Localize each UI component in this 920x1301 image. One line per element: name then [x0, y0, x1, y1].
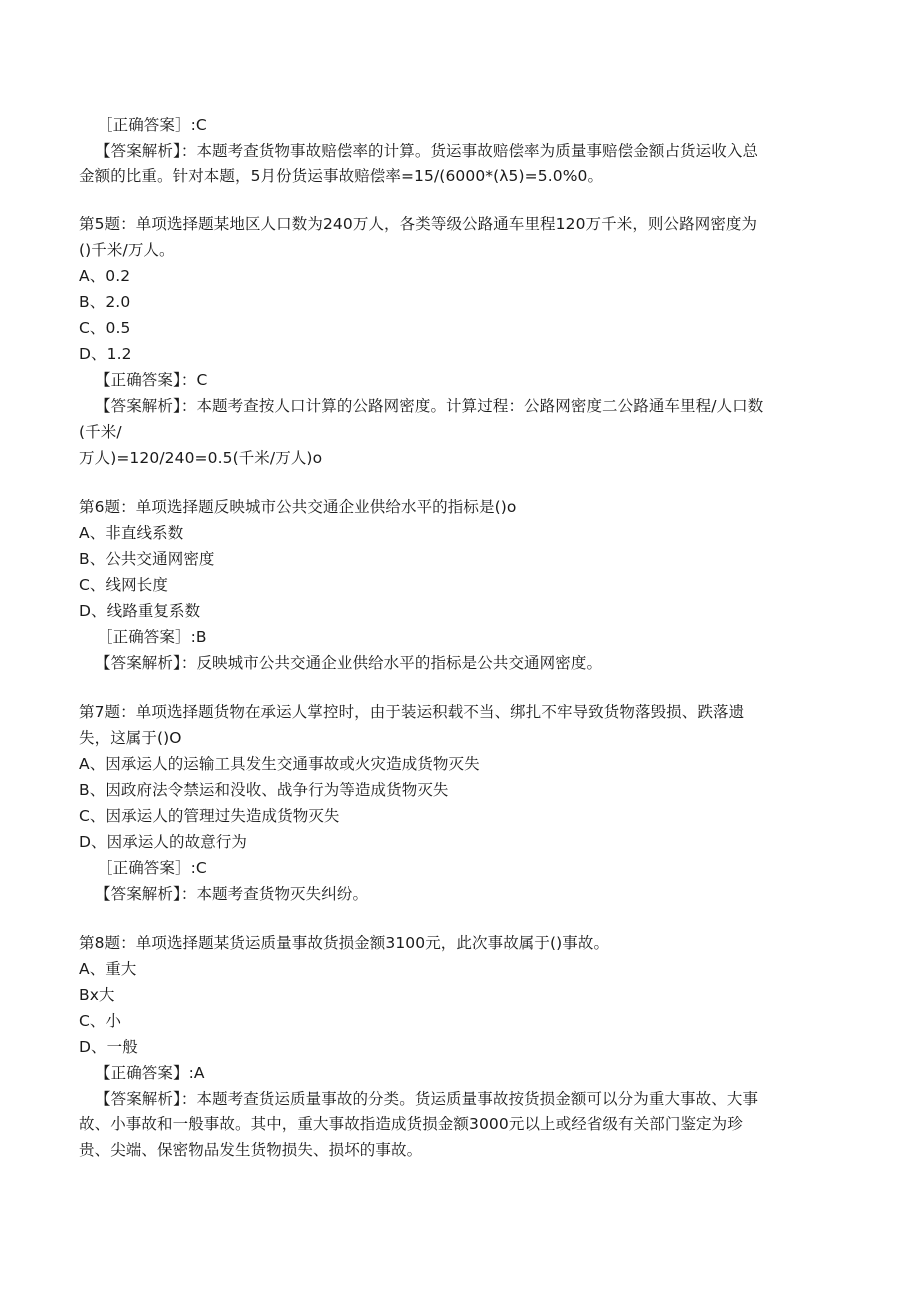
option-line: A、非直线系数: [79, 524, 184, 542]
option-line: A、0.2: [79, 267, 131, 285]
option-line: C、小: [79, 1012, 122, 1030]
explanation-line: 贵、尖端、保密物品发生货物损失、损坏的事故。: [79, 1141, 423, 1159]
question-line: 第6题：单项选择题反映城市公共交通企业供给水平的指标是()o: [79, 498, 517, 516]
explanation-line: 【答案解析】：本题考查货物事故赔偿率的计算。货运事故赔偿率为质量事赔偿金额占货运收入总: [95, 142, 759, 160]
explanation-line: 【答案解析】：本题考查货物灭失纠纷。: [95, 885, 369, 903]
answer-line: 【正确答案】:A: [95, 1064, 205, 1082]
option-line: C、因承运人的管理过失造成货物灭失: [79, 807, 340, 825]
option-line: D、1.2: [79, 345, 132, 363]
answer-line: ［正确答案］:C: [97, 116, 207, 134]
explanation-line: 【答案解析】：本题考查货运质量事故的分类。货运质量事故按货损金额可以分为重大事故、大事: [95, 1090, 759, 1108]
question-line: 第8题：单项选择题某货运质量事故货损金额3100元，此次事故属于()事故。: [79, 934, 610, 952]
option-line: D、一般: [79, 1038, 138, 1056]
option-line: D、线路重复系数: [79, 602, 201, 620]
option-line: A、因承运人的运输工具发生交通事故或火灾造成货物灭失: [79, 755, 480, 773]
question-line: ()千米/万人。: [79, 241, 175, 259]
question-line: 第5题：单项选择题某地区人口数为240万人，各类等级公路通车里程120万千米，则公路网密度为: [79, 215, 758, 233]
option-line: C、线网长度: [79, 576, 168, 594]
option-line: A、重大: [79, 960, 137, 978]
option-line: C、0.5: [79, 319, 131, 337]
explanation-line: 【答案解析】：反映城市公共交通企业供给水平的指标是公共交通网密度。: [95, 654, 603, 672]
question-line: 第7题：单项选择题货物在承运人掌控时，由于装运积载不当、绑扎不牢导致货物落毁损、跌落遗: [79, 703, 745, 721]
option-line: B、2.0: [79, 293, 131, 311]
option-line: B、因政府法令禁运和没收、战争行为等造成货物灭失: [79, 781, 449, 799]
answer-line: ［正确答案］:C: [97, 859, 207, 877]
option-line: B、公共交通网密度: [79, 550, 215, 568]
explanation-line: 金额的比重。针对本题，5月份货运事故赔偿率=15/(6000*(λ5)=5.0%0。: [79, 167, 604, 185]
answer-line: 【正确答案】：C: [95, 371, 208, 389]
question-line: 失，这属于()O: [79, 729, 182, 747]
explanation-line: 【答案解析】：本题考查按人口计算的公路网密度。计算过程：公路网密度二公路通车里程/人口数: [95, 397, 764, 415]
answer-line: ［正确答案］:B: [97, 628, 207, 646]
explanation-line: 万人)=120/240=0.5(千米/万人)o: [79, 449, 323, 467]
explanation-line: 故、小事故和一般事故。其中，重大事故指造成货损金额3000元以上或经省级有关部门鉴定为珍: [79, 1115, 743, 1133]
option-line: D、因承运人的故意行为: [79, 833, 248, 851]
explanation-line: (千米/: [79, 423, 122, 441]
option-line: Bx大: [79, 986, 115, 1004]
